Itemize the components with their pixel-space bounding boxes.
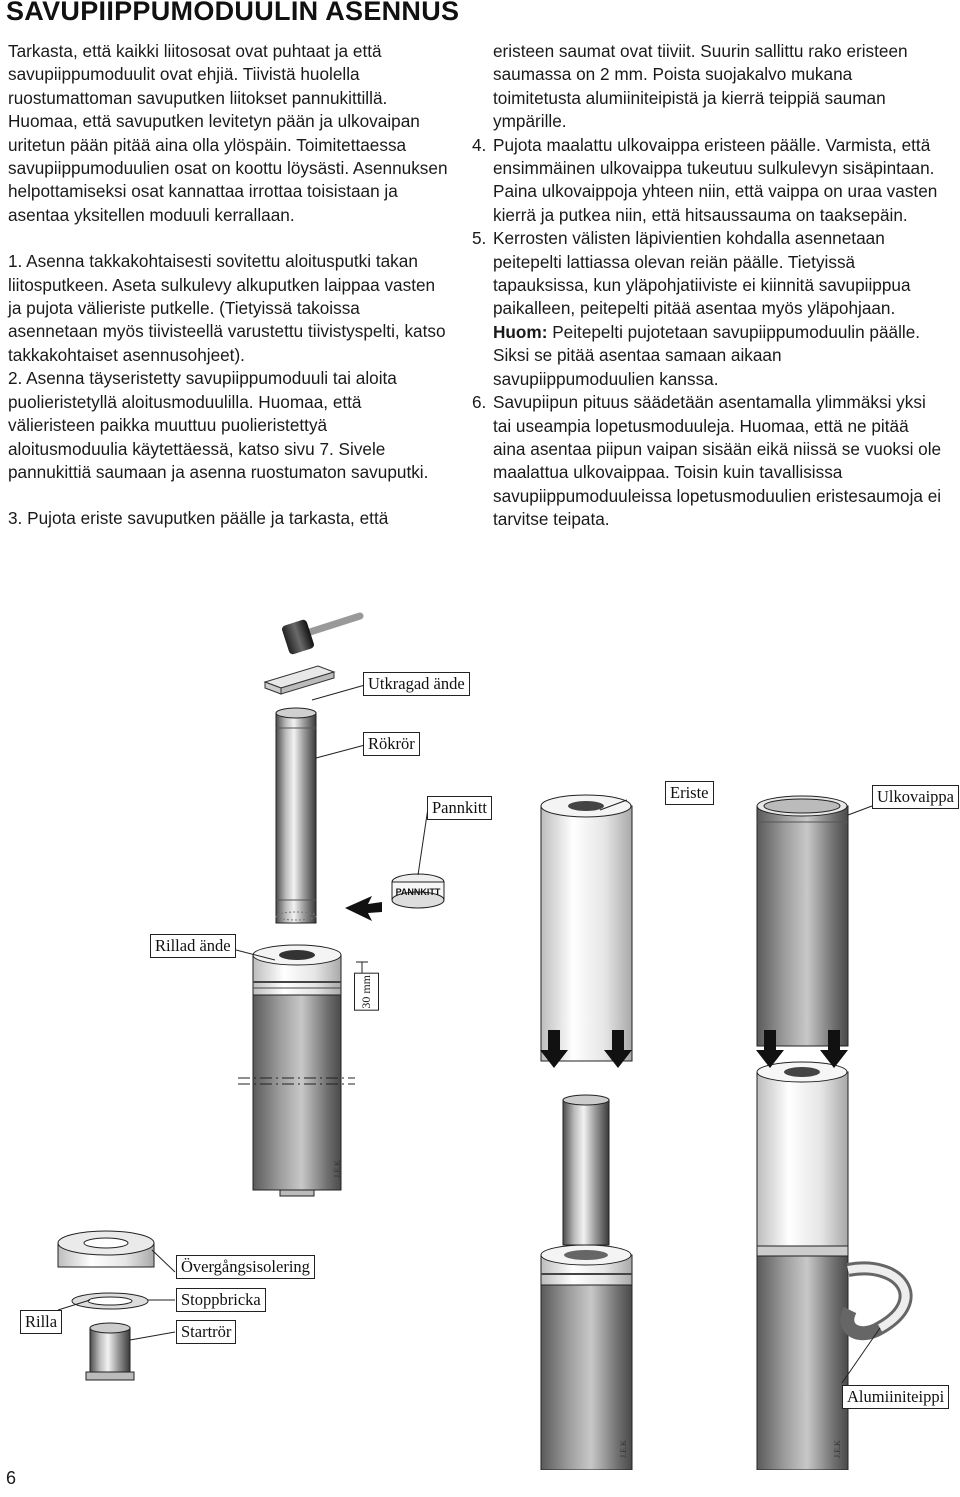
page-title: SAVUPIIPPUMODUULIN ASENNUS [6,0,460,26]
step-4: 4. Pujota maalattu ulkovaippa eristeen päälle. Varmista, että ensimmäinen ulkovaippa tukeutuu sulkulevyn sisäpintaan. Paina ulkovaippoja yhteen niin, että vaippa on uraa vasten kierrä ja putkea niin, että hitsaussauma on taaksepäin. [472,134,938,225]
label-pannkitt: Pannkitt [427,796,492,820]
wood-block-icon [265,666,334,694]
flue-pipe-left [276,708,316,923]
step-3: 3. Pujota eriste savuputken päälle ja tarkasta, että [8,508,389,529]
pipe-stack-middle [541,1095,632,1470]
step-5: 5. Kerrosten välisten läpivientien kohdalla asennetaan peitepelti lattiassa olevan reiän päälle. Tietyissä tapauksissa, kun yläpohjatiiviste ei kiinnitä savupiippua paikalleen, peitepelti pitää asentaa myös yläpohjaan. Huom: Peitepelti pujotetaan savupiippumoduulin päälle. Siksi se pitää asentaa samaan aikaan savupiippumoduulien kanssa. [472,228,921,389]
hammer-icon [281,616,360,655]
label-rilla: Rilla [20,1310,62,1334]
step-3-continued: eristeen saumat ovat tiiviit. Suurin sallittu rako eristeen saumassa on 2 mm. Poista suojakalvo mukana toimitetusta alumiiniteipistä ja kierrä teippiä sauman ympärille. [493,41,908,132]
step-6: 6. Savupiipun pituus säädetään asentamalla ylimmäksi yksi tai useampia lopetusmoduuleja. Huomaa, että ne pitää aina asentaa piipun vaipan sisään eikä niissä se vuoksi ole maalattua ulkovaippaa. Toisin kuin tavallisissa savupiippumoduuleissa lopetusmoduulien eristesaumoja ei tarvitse teipata. [472,392,942,530]
label-alumiiniteippi: Alumiiniteippi [842,1385,949,1409]
pannkitt-can-icon [392,874,444,908]
label-eriste: Eriste [665,781,714,805]
label-rillad-ande: Rillad ände [150,934,236,958]
svg-text:J.E.K: J.E.K [333,1160,342,1178]
svg-text:PANNKITT: PANNKITT [395,887,441,897]
label-utkragad-ande: Utkragad ände [363,672,470,696]
svg-text:J.E.K: J.E.K [619,1440,628,1458]
casing-left [238,945,368,1196]
installation-illustration [0,610,960,1470]
left-column [8,40,448,531]
step-1: 1. Asenna takkakohtaisesti sovitettu aloitusputki takan liitosputkeen. Aseta sulkulevy alkuputken laippaa vasten ja pujota välieriste putkelle. (Tietyissä takoissa asennetaan myös tiivisteellä varustettu tiivistyspelti, katso takkakohtaiset asennusohjeet). [8,251,446,365]
illustration-svg [0,610,960,1470]
right-column [472,40,942,532]
outer-casing-right [757,796,848,1046]
label-stoppbricka: Stoppbricka [176,1288,266,1312]
label-rokror: Rökrör [363,732,420,756]
insulation-cylinder [541,795,632,1061]
label-overgangsisolering: Övergångsisolering [176,1255,315,1279]
svg-text:J.E.K: J.E.K [833,1440,842,1458]
intro-paragraph: Tarkasta, että kaikki liitososat ovat puhtaat ja että savupiippumoduulit ovat ehjiä. Tiivistä huolella ruostumattoman savuputken liitokset pannukittillä. Huomaa, että savuputken levitetyn pään ja ulkovaipan uritetun pään pitää aina olla ylöspäin. Toimitettaessa savupiippumoduulien osat on koottu löysästi. Asennuksen helpottamiseksi osat kannattaa irrottaa toisistaan ja asentaa yksitellen moduuli kerrallaan. [8,41,448,225]
label-30mm: 30 mm [354,973,379,1011]
label-ulkovaippa: Ulkovaippa [872,785,959,809]
note-label: Huom: [493,321,548,342]
page-number: 6 [6,1468,17,1488]
arrow-icon [345,896,382,921]
label-startror: Startrör [176,1320,236,1344]
step-2: 2. Asenna täyseristetty savupiippumoduuli tai aloita puolieristetyllä aloitusmoduulilla. Huomaa, että välieristeen paikka muuttuu puolieristettyä aloitusmoduulia käytettäessä, katso sivu 7. Sivele pannukittiä saumaan ja asenna ruostumaton savuputki. [8,368,429,482]
